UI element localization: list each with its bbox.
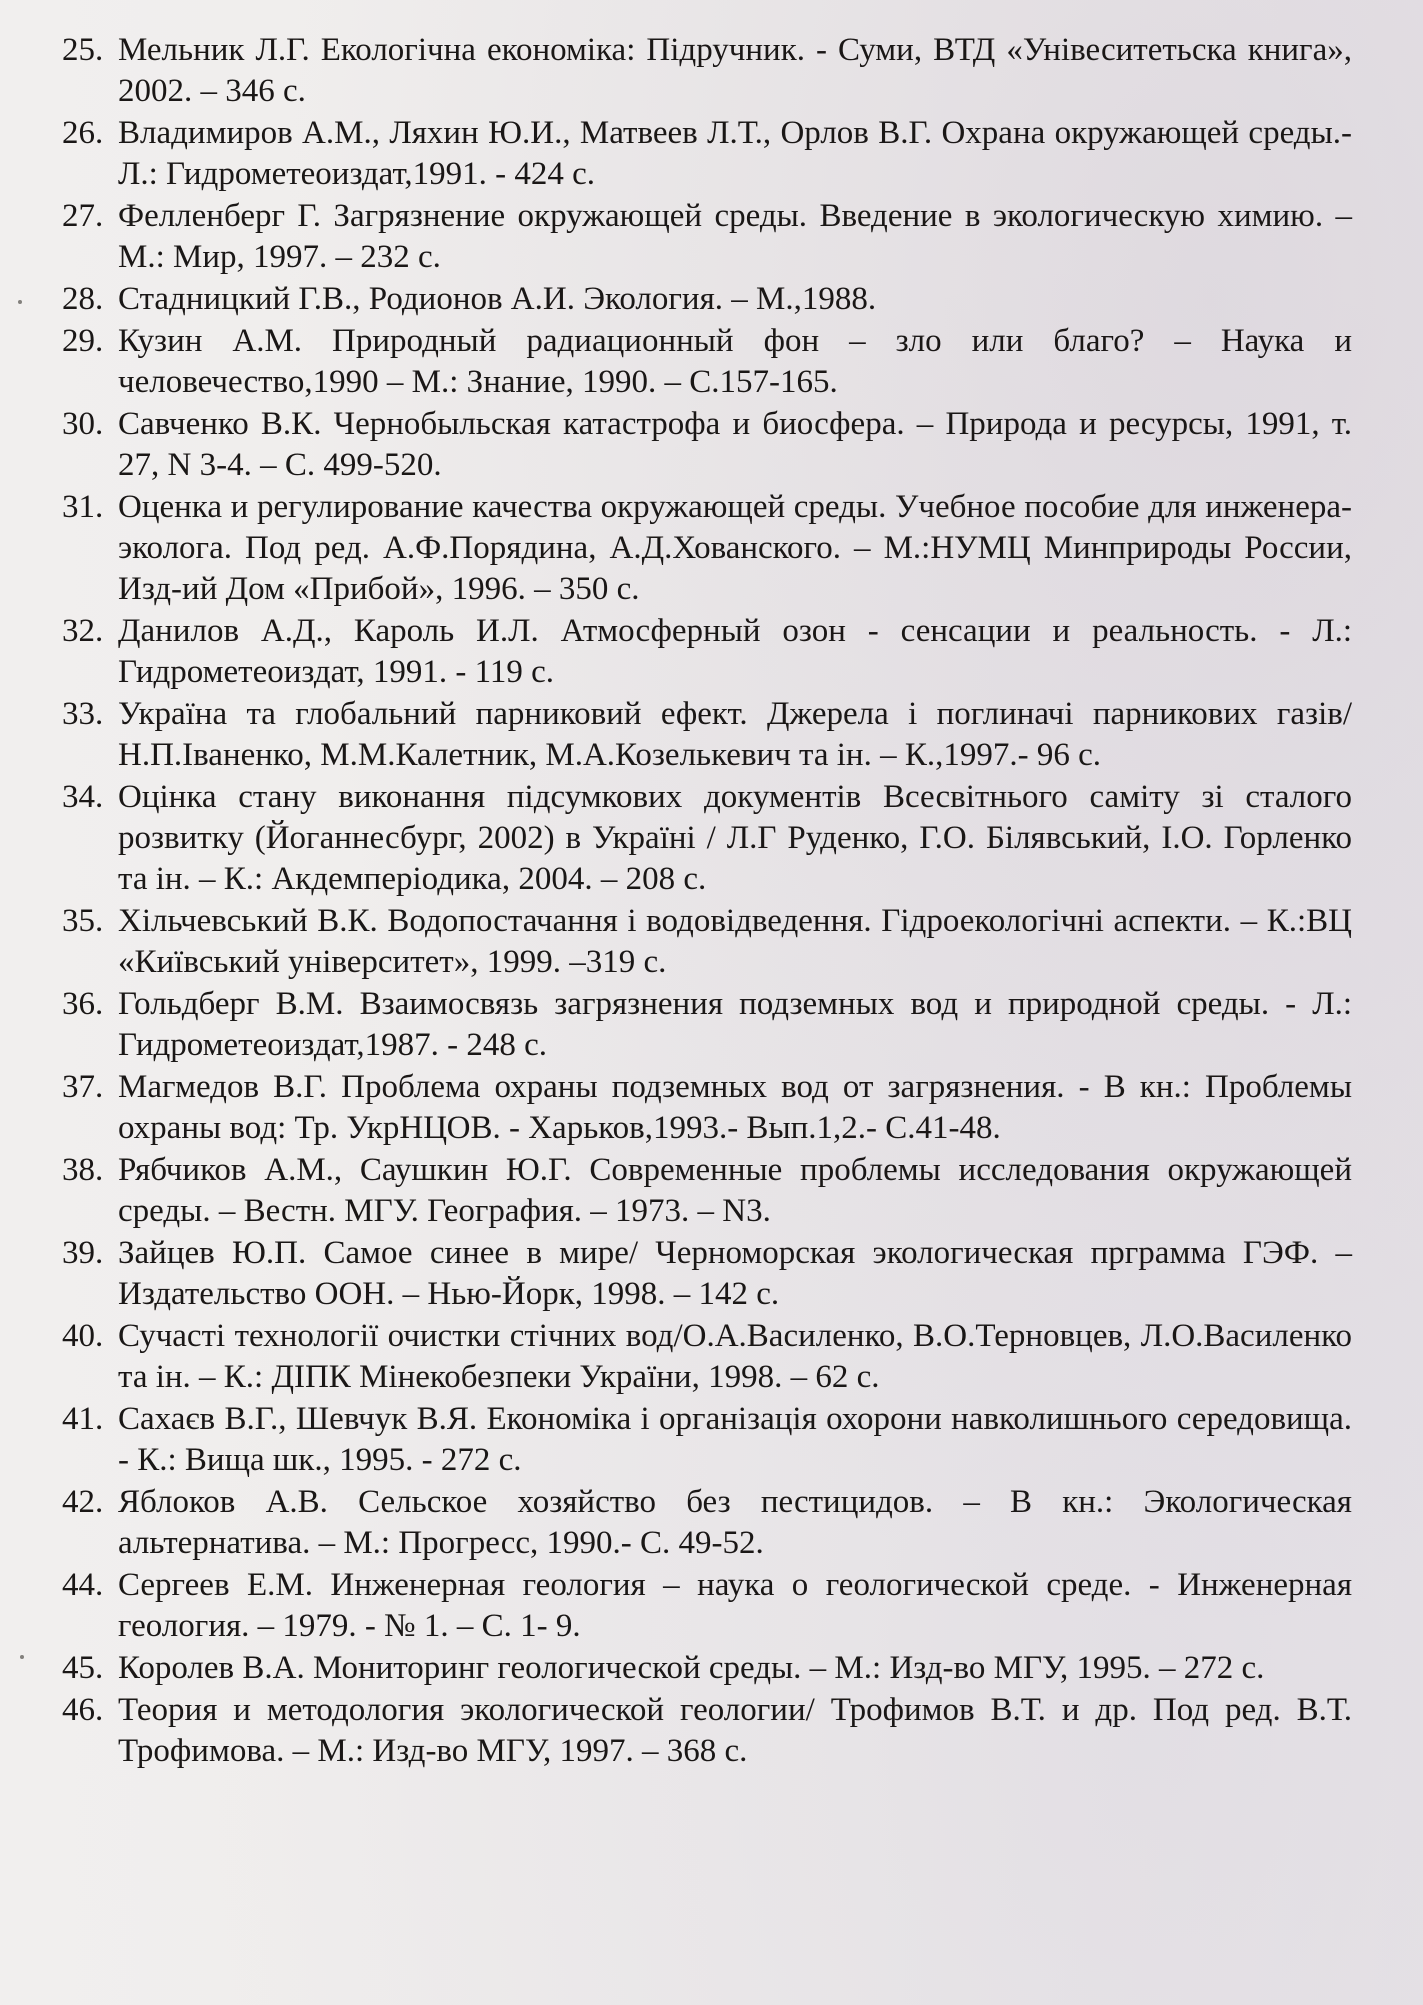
reference-text: Рябчиков А.М., Саушкин Ю.Г. Современные проблемы исследования окружающей среды. – Вестн. МГУ. География. – 1973. – N3. <box>118 1152 1352 1229</box>
reference-item <box>62 279 1352 320</box>
reference-number: 41. <box>62 1401 104 1437</box>
reference-item <box>62 196 1352 278</box>
reference-item <box>62 487 1352 610</box>
reference-number: 35. <box>62 903 104 939</box>
reference-number: 25. <box>62 32 104 68</box>
reference-text: Владимиров А.М., Ляхин Ю.И., Матвеев Л.Т., Орлов В.Г. Охрана окружающей среды.- Л.: Гидрометеоиздат,1991. - 424 с. <box>118 115 1352 192</box>
scan-speck <box>20 1655 24 1659</box>
reference-text: Стадницкий Г.В., Родионов А.И. Экология. – М.,1988. <box>118 281 877 317</box>
reference-text: Зайцев Ю.П. Самое синее в мире/ Черноморская экологическая прграмма ГЭФ. – Издательство ООН. – Нью-Йорк, 1998. – 142 с. <box>118 1235 1352 1312</box>
reference-item <box>62 694 1352 776</box>
reference-item <box>62 30 1352 112</box>
reference-text: Гольдберг В.М. Взаимосвязь загрязнения подземных вод и природной среды. - Л.: Гидрометеоиздат,1987. - 248 с. <box>118 986 1352 1063</box>
reference-text: Магмедов В.Г. Проблема охраны подземных вод от загрязнения. - В кн.: Проблемы охраны вод: Тр. УкрНЦОВ. - Харьков,1993.- Вып.1,2.- С.41-48. <box>118 1069 1352 1146</box>
reference-item <box>62 777 1352 900</box>
reference-number: 33. <box>62 696 104 732</box>
reference-item <box>62 321 1352 403</box>
reference-number: 38. <box>62 1152 104 1188</box>
reference-text: Хільчевський В.К. Водопостачання і водовідведення. Гідроекологічні аспекти. – К.:ВЦ «Київський університет», 1999. –319 с. <box>118 903 1352 980</box>
reference-number: 32. <box>62 613 104 649</box>
reference-text: Сахаєв В.Г., Шевчук В.Я. Економіка і організація охорони навколишнього середовища. - К.: Вища шк., 1995. - 272 с. <box>118 1401 1352 1478</box>
reference-list <box>62 30 1352 1773</box>
reference-item <box>62 1316 1352 1398</box>
reference-text: Мельник Л.Г. Екологічна економіка: Підручник. - Суми, ВТД «Унівеситетьска книга», 2002. – 346 с. <box>118 32 1352 109</box>
reference-item <box>62 611 1352 693</box>
reference-item <box>62 404 1352 486</box>
scan-speck <box>18 300 22 304</box>
reference-item <box>62 1690 1352 1772</box>
reference-number: 27. <box>62 198 104 234</box>
reference-text: Сергеев Е.М. Инженерная геология – наука о геологической среде. - Инженерная геология. – 1979. - № 1. – С. 1- 9. <box>118 1567 1352 1644</box>
reference-number: 28. <box>62 281 104 317</box>
reference-number: 44. <box>62 1567 104 1603</box>
reference-number: 29. <box>62 323 104 359</box>
reference-text: Сучасті технології очистки стічних вод/О.А.Василенко, В.О.Терновцев, Л.О.Василенко та ін. – К.: ДІПК Мінекобезпеки України, 1998. – 62 с. <box>118 1318 1352 1395</box>
reference-number: 42. <box>62 1484 104 1520</box>
reference-number: 34. <box>62 779 104 815</box>
reference-text: Кузин А.М. Природный радиационный фон – зло или благо? – Наука и человечество,1990 – М.: Знание, 1990. – С.157-165. <box>118 323 1352 400</box>
reference-text: Яблоков А.В. Сельское хозяйство без пестицидов. – В кн.: Экологическая альтернатива. – М.: Прогресс, 1990.- С. 49-52. <box>118 1484 1352 1561</box>
reference-number: 45. <box>62 1650 104 1686</box>
reference-number: 30. <box>62 406 104 442</box>
reference-item <box>62 1565 1352 1647</box>
reference-number: 26. <box>62 115 104 151</box>
reference-item <box>62 1067 1352 1149</box>
reference-item <box>62 113 1352 195</box>
reference-number: 37. <box>62 1069 104 1105</box>
reference-text: Теория и методология экологической геологии/ Трофимов В.Т. и др. Под ред. В.Т. Трофимова. – М.: Изд-во МГУ, 1997. – 368 с. <box>118 1692 1352 1769</box>
reference-text: Савченко В.К. Чернобыльская катастрофа и биосфера. – Природа и ресурсы, 1991, т. 27, N 3-4. – С. 499-520. <box>118 406 1352 483</box>
reference-text: Королев В.А. Мониторинг геологической среды. – М.: Изд-во МГУ, 1995. – 272 с. <box>118 1650 1265 1686</box>
reference-text: Фелленберг Г. Загрязнение окружающей среды. Введение в экологическую химию. – М.: Мир, 1997. – 232 с. <box>118 198 1352 275</box>
reference-text: Оценка и регулирование качества окружающей среды. Учебное пособие для инженера-эколога. Под ред. А.Ф.Порядина, А.Д.Хованского. – М.:НУМЦ Минприроды России, Изд-ий Дом «Прибой», 1996. – 350 с. <box>118 489 1352 607</box>
reference-number: 40. <box>62 1318 104 1354</box>
reference-item <box>62 1150 1352 1232</box>
reference-item <box>62 1399 1352 1481</box>
reference-number: 46. <box>62 1692 104 1728</box>
reference-number: 36. <box>62 986 104 1022</box>
reference-item <box>62 984 1352 1066</box>
reference-item <box>62 901 1352 983</box>
reference-text: Оцінка стану виконання підсумкових документів Всесвітнього саміту зі сталого розвитку (Йоганнесбург, 2002) в Україні / Л.Г Руденко, Г.О. Білявський, І.О. Горленко та ін. – К.: Акдемперіодика, 2004. – 208 с. <box>118 779 1352 897</box>
reference-item <box>62 1648 1352 1689</box>
reference-item <box>62 1233 1352 1315</box>
reference-number: 39. <box>62 1235 104 1271</box>
reference-text: Данилов А.Д., Кароль И.Л. Атмосферный озон - сенсации и реальность. - Л.: Гидрометеоиздат, 1991. - 119 с. <box>118 613 1352 690</box>
reference-text: Україна та глобальний парниковий ефект. Джерела і поглиначі парникових газів/ Н.П.Іваненко, М.М.Калетник, М.А.Козелькевич та ін. – К.,1997.- 96 с. <box>118 696 1352 773</box>
reference-number: 31. <box>62 489 104 525</box>
reference-item <box>62 1482 1352 1564</box>
